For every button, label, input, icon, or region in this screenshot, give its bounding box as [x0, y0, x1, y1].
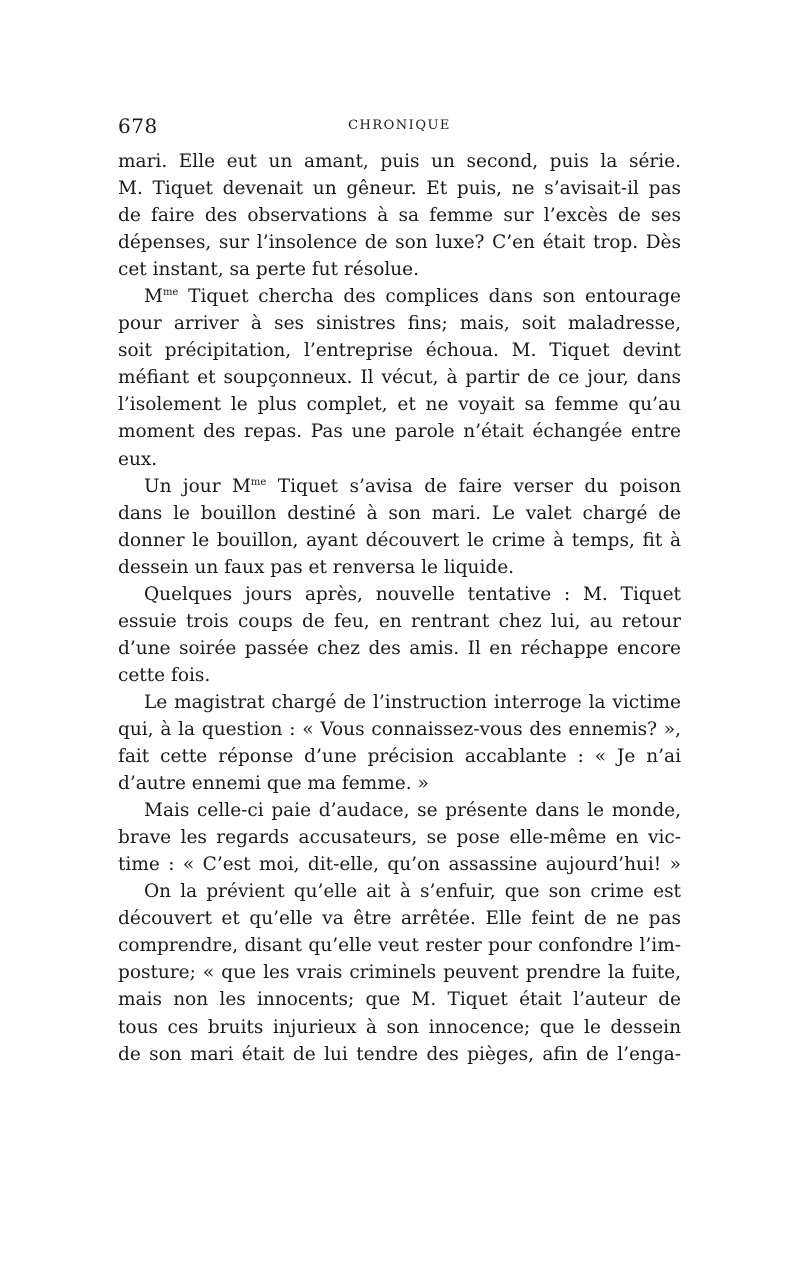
text-line	[118, 500, 681, 527]
line-text: de faire des observations à sa femme sur l’excès de ses	[118, 205, 681, 227]
line-text: de son mari était de lui tendre des pièges, afin de l’enga-	[118, 1043, 681, 1065]
line-text: cette fois.	[118, 664, 211, 686]
line-text: l’isolement le plus complet, et ne voyait sa femme qu’au	[118, 394, 681, 416]
text-line	[118, 608, 681, 635]
line-text: méfiant et soupçonneux. Il vécut, à partir de ce jour, dans	[118, 367, 681, 389]
line-text: brave les regards accusateurs, se pose elle-même en vic-	[118, 827, 681, 849]
text-line	[118, 364, 681, 391]
line-text: essuie trois coups de feu, en rentrant chez lui, au retour	[118, 610, 681, 632]
page-header	[118, 114, 681, 142]
text-line	[118, 986, 681, 1013]
line-text: dans le bouillon destiné à son mari. Le valet chargé de	[118, 502, 681, 524]
line-text-rest: Tiquet chercha des complices dans son entourage	[178, 286, 681, 308]
line-text: Le magistrat chargé de l’instruction interroge la victime	[144, 691, 681, 713]
text-line	[118, 310, 681, 337]
line-text: On la prévient qu’elle ait à s’enfuir, que son crime est	[144, 881, 681, 903]
line-text: pour arriver à ses sinistres fins; mais, soit maladresse,	[118, 313, 681, 335]
line-text: moment des repas. Pas une parole n’était échangée entre	[118, 421, 681, 443]
text-line	[118, 716, 681, 743]
text-line	[118, 770, 681, 797]
text-line	[118, 175, 681, 202]
text-line	[118, 743, 681, 770]
body-text	[118, 148, 681, 1068]
line-text: Mais celle-ci paie d’audace, se présente dans le monde,	[144, 800, 681, 822]
line-text: donner le bouillon, ayant découvert le crime à temps, fit à	[118, 529, 681, 551]
text-line	[118, 229, 681, 256]
text-line	[118, 851, 681, 878]
line-text: cet instant, sa perte fut résolue.	[118, 259, 419, 281]
line-text: fait cette réponse d’une précision accablante : « Je n’ai	[118, 746, 681, 768]
text-line	[118, 1041, 681, 1068]
line-text: découvert et qu’elle va être arrêtée. Elle feint de ne pas	[118, 908, 681, 930]
line-text: comprendre, disant qu’elle veut rester pour confondre l’im-	[118, 935, 681, 957]
text-line	[118, 689, 681, 716]
text-line	[118, 1014, 681, 1041]
line-text: mais non les innocents; que M. Tiquet était l’auteur de	[118, 989, 681, 1011]
line-text: qui, à la question : « Vous connaissez-vous des ennemis? »,	[118, 718, 681, 740]
text-line	[118, 635, 681, 662]
text-line	[118, 337, 681, 364]
line-text: eux.	[118, 448, 158, 470]
running-head: CHRONIQUE	[348, 118, 451, 133]
text-line	[118, 932, 681, 959]
text-line	[118, 391, 681, 418]
text-line	[118, 797, 681, 824]
text-line	[118, 202, 681, 229]
superscript: me	[250, 476, 267, 488]
line-text: M. Tiquet devenait un gêneur. Et puis, ne s’avisait-il pas	[118, 178, 681, 200]
page-number: 678	[118, 114, 158, 138]
superscript: me	[162, 287, 179, 299]
text-line	[118, 418, 681, 445]
text-line	[118, 905, 681, 932]
text-line	[118, 256, 681, 283]
text-line	[118, 878, 681, 905]
text-line	[118, 446, 681, 473]
line-text: Un jour M	[144, 475, 251, 497]
line-text: mari. Elle eut un amant, puis un second, puis la série.	[118, 151, 681, 172]
text-line	[118, 473, 681, 500]
text-line	[118, 554, 681, 581]
line-text: d’une soirée passée chez des amis. Il en réchappe encore	[118, 637, 681, 659]
line-text: Quelques jours après, nouvelle tentative : M. Tiquet	[144, 583, 681, 605]
line-text: tous ces bruits injurieux à son innocence; que le dessein	[118, 1016, 681, 1038]
line-text: d’autre ennemi que ma femme. »	[118, 773, 429, 795]
line-text: M	[144, 286, 163, 308]
text-line	[118, 581, 681, 608]
line-text: posture; « que les vrais criminels peuvent prendre la fuite,	[118, 962, 681, 984]
line-text-rest: Tiquet s’avisa de faire verser du poison	[266, 475, 681, 497]
line-text: dessein un faux pas et renversa le liquide.	[118, 556, 515, 578]
line-text: dépenses, sur l’insolence de son luxe? C’en était trop. Dès	[118, 232, 681, 254]
line-text: soit précipitation, l’entreprise échoua. M. Tiquet devint	[118, 340, 681, 362]
text-line	[118, 283, 681, 310]
text-line	[118, 959, 681, 986]
line-text: time : « C’est moi, dit-elle, qu’on assassine aujourd’hui! »	[118, 854, 681, 876]
text-line	[118, 527, 681, 554]
text-line	[118, 824, 681, 851]
text-line	[118, 662, 681, 689]
text-line	[118, 148, 681, 175]
